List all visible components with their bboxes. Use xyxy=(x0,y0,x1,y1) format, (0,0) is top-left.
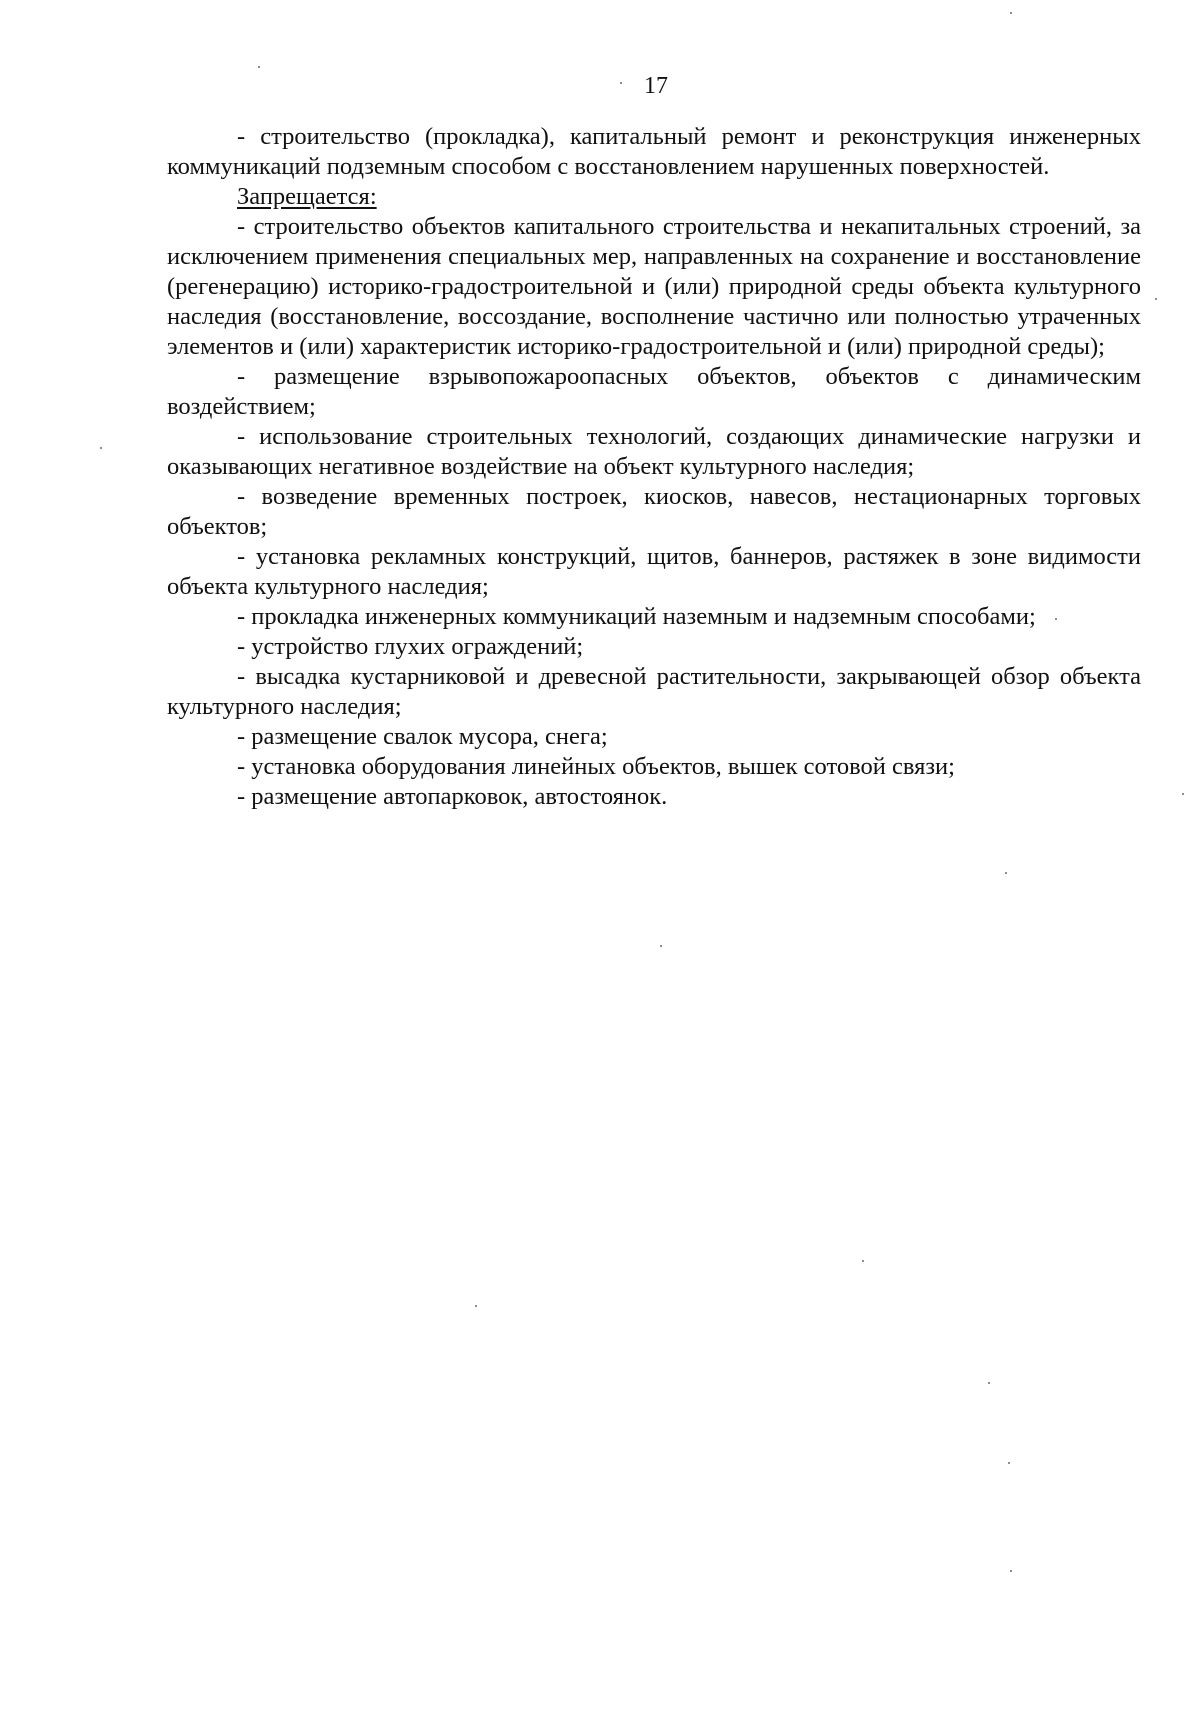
list-item-advertising: - установка рекламных конструкций, щитов, баннеров, растяжек в зоне видимости объекта культурного наследия; xyxy=(167,543,1141,600)
section-heading-text: Запрещается: xyxy=(237,183,377,210)
scan-speck xyxy=(475,1305,477,1307)
section-heading-prohibited xyxy=(167,182,1141,212)
list-item-solid-fences: - устройство глухих ограждений; xyxy=(237,633,584,660)
document-body xyxy=(167,122,1141,812)
list-item-planting: - высадка кустарниковой и древесной растительности, закрывающей обзор объекта культурного наследия; xyxy=(167,663,1141,720)
scan-speck xyxy=(1010,1570,1012,1572)
scan-speck xyxy=(660,945,662,947)
list-item-linear-objects: - установка оборудования линейных объектов, вышек сотовой связи; xyxy=(237,753,955,780)
scan-speck xyxy=(1155,298,1157,300)
list-item-dumps: - размещение свалок мусора, снега; xyxy=(237,723,608,750)
scan-speck xyxy=(100,447,102,449)
scan-speck xyxy=(1182,793,1184,795)
scan-speck xyxy=(1005,872,1007,874)
list-item-explosive-objects: - размещение взрывопожароопасных объектов, объектов с динамическим воздействием; xyxy=(167,363,1141,420)
scan-speck xyxy=(988,1382,990,1384)
list-item-parking: - размещение автопарковок, автостоянок. xyxy=(237,783,668,810)
list-item-surface-utilities: - прокладка инженерных коммуникаций наземным и надземным способами; xyxy=(237,603,1036,630)
scan-speck xyxy=(258,66,260,68)
list-item-temporary-buildings: - возведение временных построек, киосков, навесов, нестационарных торговых объектов; xyxy=(167,483,1141,540)
page-number: 17 xyxy=(644,73,668,99)
list-item-building-technologies: - использование строительных технологий, создающих динамические нагрузки и оказывающих негативное воздействие на объект культурного наследия; xyxy=(167,423,1141,480)
list-item-construction: - строительство объектов капитального строительства и некапитальных строений, за исключением применения специальных мер, направленных на сохранение и восстановление (регенерацию) историко-градостроительной и (или) природной среды объекта культурного наследия (восстановление, воссоздание, восполнение частично или полностью утраченных элементов и (или) характеристик историко-градостроительной и (или) природной среды); xyxy=(167,213,1141,360)
scan-speck xyxy=(620,82,622,84)
paragraph-underground-utilities: - строительство (прокладка), капитальный ремонт и реконструкция инженерных коммуникаций подземным способом с восстановлением нарушенных поверхностей. xyxy=(167,123,1141,180)
scan-speck xyxy=(862,1260,864,1262)
scan-speck xyxy=(1010,12,1012,14)
scan-speck xyxy=(1055,618,1057,620)
scan-speck xyxy=(1008,1462,1010,1464)
